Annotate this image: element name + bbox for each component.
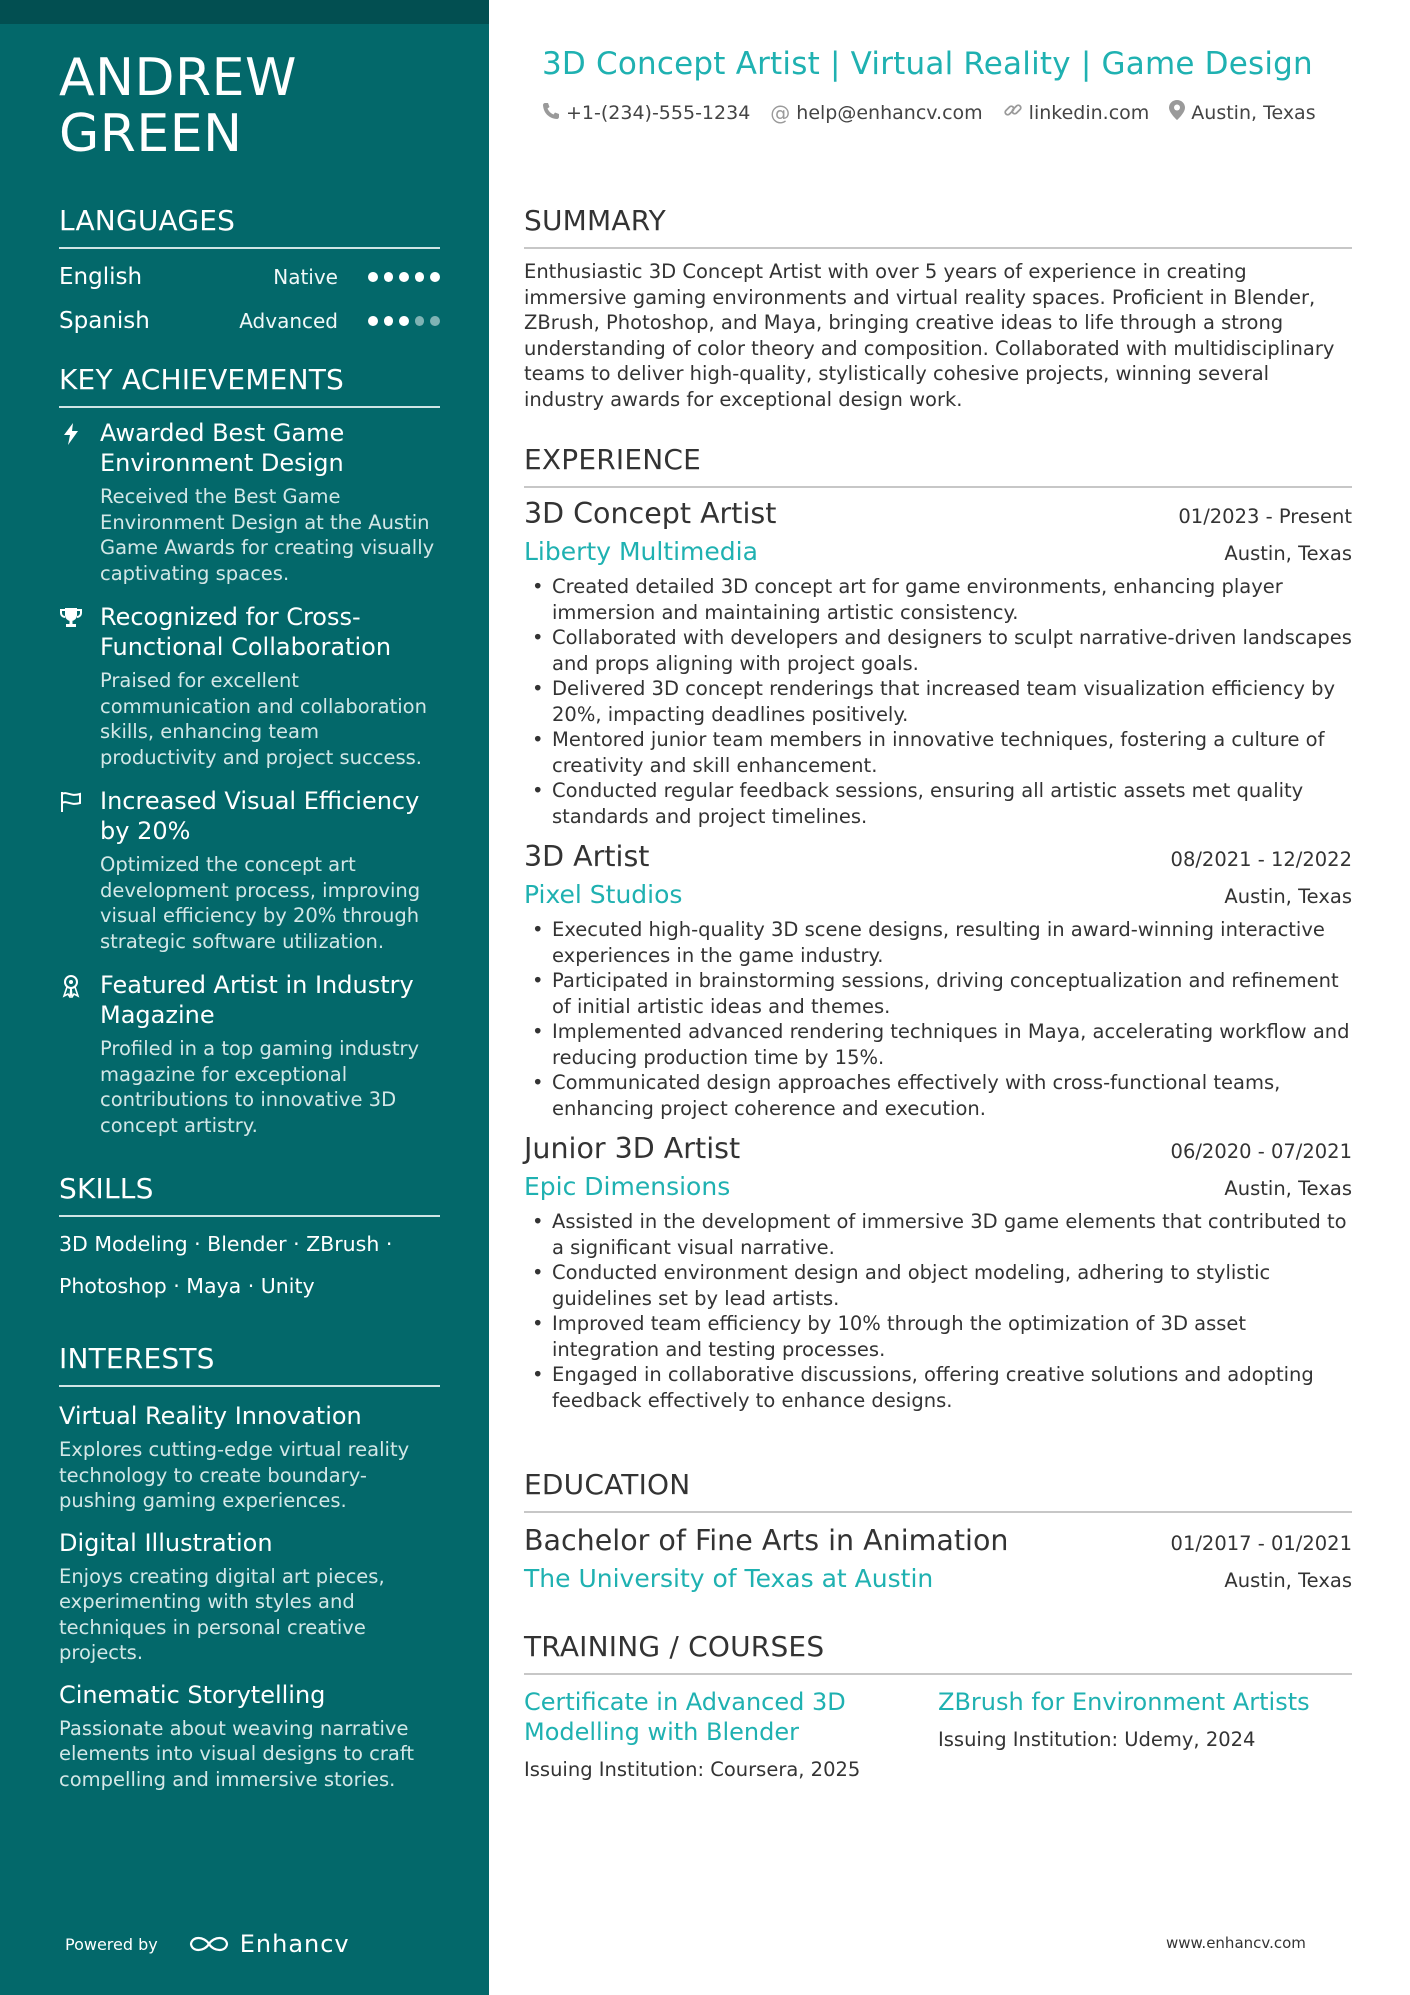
achievement-desc: Profiled in a top gaming industry magazine for exceptional contributions to innovative 3D concept artistry. [100, 1037, 420, 1137]
job-location: Austin, Texas [1224, 1177, 1352, 1200]
powered-by [65, 1930, 350, 1958]
enhancv-logo[interactable] [186, 1930, 350, 1958]
contact-bar [542, 100, 1336, 125]
education-location: Austin, Texas [1224, 1569, 1352, 1592]
interests-title: INTERESTS [59, 1342, 440, 1387]
achievement-desc: Received the Best Game Environment Design at the Austin Game Awards for creating visually captivating spaces. [100, 485, 435, 585]
job-bullet: • Implemented advanced rendering techniques in Maya, accelerating workflow and reducing production time by 15%. [524, 1019, 1352, 1070]
job-dates: 06/2020 - 07/2021 [1170, 1140, 1352, 1163]
job-bullets [524, 1209, 1352, 1413]
powered-by-label: Powered by [65, 1934, 158, 1954]
course-item [524, 1687, 938, 1782]
experience-section [524, 443, 1352, 1413]
dot-filled [399, 272, 409, 282]
education-entry [524, 1523, 1352, 1595]
job-dates: 08/2021 - 12/2022 [1170, 848, 1352, 871]
job-bullet: • Participated in brainstorming sessions, driving conceptualization and refinement of initial artistic ideas and themes. [524, 968, 1352, 1019]
link-icon [1003, 100, 1023, 125]
job-bullet: • Mentored junior team members in innovative techniques, fostering a culture of creativity and skill enhancement. [524, 727, 1352, 778]
footer-url[interactable]: www.enhancv.com [1166, 1934, 1306, 1952]
job-company: Epic Dimensions [524, 1172, 731, 1201]
sidebar [0, 0, 489, 1995]
languages-title: LANGUAGES [59, 204, 440, 249]
education-section [524, 1468, 1352, 1595]
job-bullet: • Conducted regular feedback sessions, ensuring all artistic assets met quality standards and project timelines. [524, 778, 1352, 829]
education-dates: 01/2017 - 01/2021 [1170, 1532, 1352, 1555]
job-bullet: • Delivered 3D concept renderings that increased team visualization efficiency by 20%, impacting deadlines positively. [524, 676, 1352, 727]
course-title: ZBrush for Environment Artists [938, 1688, 1310, 1716]
language-item [59, 255, 440, 299]
dot-filled [368, 316, 378, 326]
job-company: Liberty Multimedia [524, 537, 758, 566]
job-title: 3D Artist [524, 840, 650, 873]
candidate-name [59, 50, 297, 162]
location-icon [1169, 100, 1185, 125]
job-company: Pixel Studios [524, 880, 683, 909]
summary-title: SUMMARY [524, 204, 1352, 249]
skills-line: Photoshop · Maya · Unity [59, 1274, 315, 1298]
achievement-title: Increased Visual Efficiency by 20% [100, 787, 420, 845]
contact-phone-text: +1-(234)-555-1234 [566, 101, 751, 124]
job-bullet: • Improved team efficiency by 10% through the optimization of 3D asset integration and testing processes. [524, 1311, 1352, 1362]
dot-filled [384, 272, 394, 282]
proficiency-dots [368, 272, 440, 282]
at-icon: @ [770, 100, 791, 125]
job-location: Austin, Texas [1224, 885, 1352, 908]
achievement-title: Featured Artist in Industry Magazine [100, 971, 414, 1029]
dot-filled [384, 316, 394, 326]
achievement-title: Recognized for Cross-Functional Collaboration [100, 603, 392, 661]
school: The University of Texas at Austin [524, 1564, 934, 1593]
medal-icon [59, 974, 83, 998]
infinity-logo-icon [186, 1932, 232, 1956]
achievement-desc: Praised for excellent communication and collaboration skills, enhancing team productivity and project success. [100, 669, 427, 769]
job-bullet: • Created detailed 3D concept art for game environments, enhancing player immersion and maintaining artistic consistency. [524, 574, 1352, 625]
contact-location-text: Austin, Texas [1191, 101, 1316, 124]
achievement-item [59, 418, 440, 586]
degree: Bachelor of Fine Arts in Animation [524, 1524, 1009, 1557]
achievement-title: Awarded Best Game Environment Design [100, 419, 345, 477]
skills-list [59, 1223, 440, 1307]
languages-section [59, 204, 440, 343]
contact-email-text: help@enhancv.com [796, 101, 983, 124]
achievement-item [59, 970, 440, 1138]
dot-filled [368, 272, 378, 282]
job-bullets [524, 574, 1352, 829]
job-entry [524, 1131, 1352, 1413]
job-entry [524, 839, 1352, 1121]
interest-title: Cinematic Storytelling [59, 1680, 326, 1709]
skills-section [59, 1172, 440, 1307]
interest-desc: Enjoys creating digital art pieces, experimenting with styles and techniques in personal creative projects. [59, 1564, 385, 1664]
achievement-item [59, 786, 440, 954]
summary-section [524, 204, 1352, 412]
achievements-title: KEY ACHIEVEMENTS [59, 363, 440, 408]
job-title: Junior 3D Artist [524, 1132, 741, 1165]
experience-title: EXPERIENCE [524, 443, 1352, 488]
course-institution: Issuing Institution: Udemy, 2024 [938, 1728, 1256, 1751]
job-dates: 01/2023 - Present [1178, 505, 1352, 528]
job-title: 3D Concept Artist [524, 497, 777, 530]
training-section [524, 1630, 1352, 1782]
course-institution: Issuing Institution: Coursera, 2025 [524, 1758, 861, 1781]
achievement-desc: Optimized the concept art development process, improving visual efficiency by 20% through strategic software utilization. [100, 853, 421, 953]
contact-linkedin[interactable] [1003, 100, 1150, 125]
phone-icon [542, 101, 560, 125]
contact-phone[interactable] [542, 101, 750, 125]
course-title: Certificate in Advanced 3D Modelling with Blender [524, 1688, 846, 1746]
job-bullet: • Assisted in the development of immersive 3D game elements that contributed to a significant visual narrative. [524, 1209, 1352, 1260]
contact-email[interactable] [770, 101, 982, 125]
headline: 3D Concept Artist | Virtual Reality | Game Design [542, 46, 1313, 82]
job-bullet: • Engaged in collaborative discussions, offering creative solutions and adopting feedback effectively to enhance designs. [524, 1362, 1352, 1413]
dot-empty [415, 316, 425, 326]
job-bullet: • Collaborated with developers and designers to sculpt narrative-driven landscapes and props aligning with project goals. [524, 625, 1352, 676]
dot-filled [399, 316, 409, 326]
interest-title: Digital Illustration [59, 1528, 273, 1557]
interest-desc: Explores cutting-edge virtual reality technology to create boundary-pushing gaming experiences. [59, 1438, 410, 1512]
interest-desc: Passionate about weaving narrative elements into visual designs to craft compelling and immersive stories. [59, 1716, 415, 1791]
dot-filled [415, 272, 425, 282]
skills-title: SKILLS [59, 1172, 440, 1217]
skills-line: 3D Modeling · Blender · ZBrush · [59, 1232, 393, 1256]
contact-location [1169, 100, 1315, 125]
dot-filled [430, 272, 440, 282]
last-name: GREEN [59, 104, 243, 164]
dot-empty [430, 316, 440, 326]
job-bullet: • Conducted environment design and object modeling, adhering to stylistic guidelines set by lead artists. [524, 1260, 1352, 1311]
first-name: ANDREW [59, 48, 297, 108]
summary-text: Enthusiastic 3D Concept Artist with over 5 years of experience in creating immersive gaming environments and virtual reality spaces. Proficient in Blender, ZBrush, Photoshop, and Maya, bringing creative ideas to life through a strong understanding of color theory and composition. Collaborated with multidisciplinary teams to deliver high-quality, stylistically cohesive projects, winning several industry awards for exceptional design work. [524, 260, 1335, 411]
course-list [524, 1687, 1352, 1782]
contact-linkedin-text: linkedin.com [1028, 101, 1150, 124]
job-bullet: • Communicated design approaches effectively with cross-functional teams, enhancing project coherence and execution. [524, 1070, 1352, 1121]
interest-title: Virtual Reality Innovation [59, 1402, 362, 1430]
job-entry [524, 496, 1352, 829]
training-title: TRAINING / COURSES [524, 1630, 1352, 1675]
flag-icon [59, 790, 83, 814]
language-item [59, 299, 440, 343]
brand-name: Enhancv [239, 1930, 350, 1958]
job-bullets [524, 917, 1352, 1121]
language-level: Advanced [239, 309, 338, 333]
language-level: Native [273, 265, 338, 289]
language-name: Spanish [59, 308, 150, 334]
trophy-icon [59, 606, 83, 630]
proficiency-dots [368, 316, 440, 326]
interests-section [59, 1342, 440, 1792]
achievements-section [59, 363, 440, 1138]
lightning-icon [59, 422, 83, 446]
course-item [938, 1687, 1352, 1782]
achievement-item [59, 602, 440, 770]
sidebar-top-bar [0, 0, 489, 24]
job-bullet: • Executed high-quality 3D scene designs, resulting in award-winning interactive experiences in the game industry. [524, 917, 1352, 968]
education-title: EDUCATION [524, 1468, 1352, 1513]
language-name: English [59, 264, 143, 290]
job-location: Austin, Texas [1224, 542, 1352, 565]
